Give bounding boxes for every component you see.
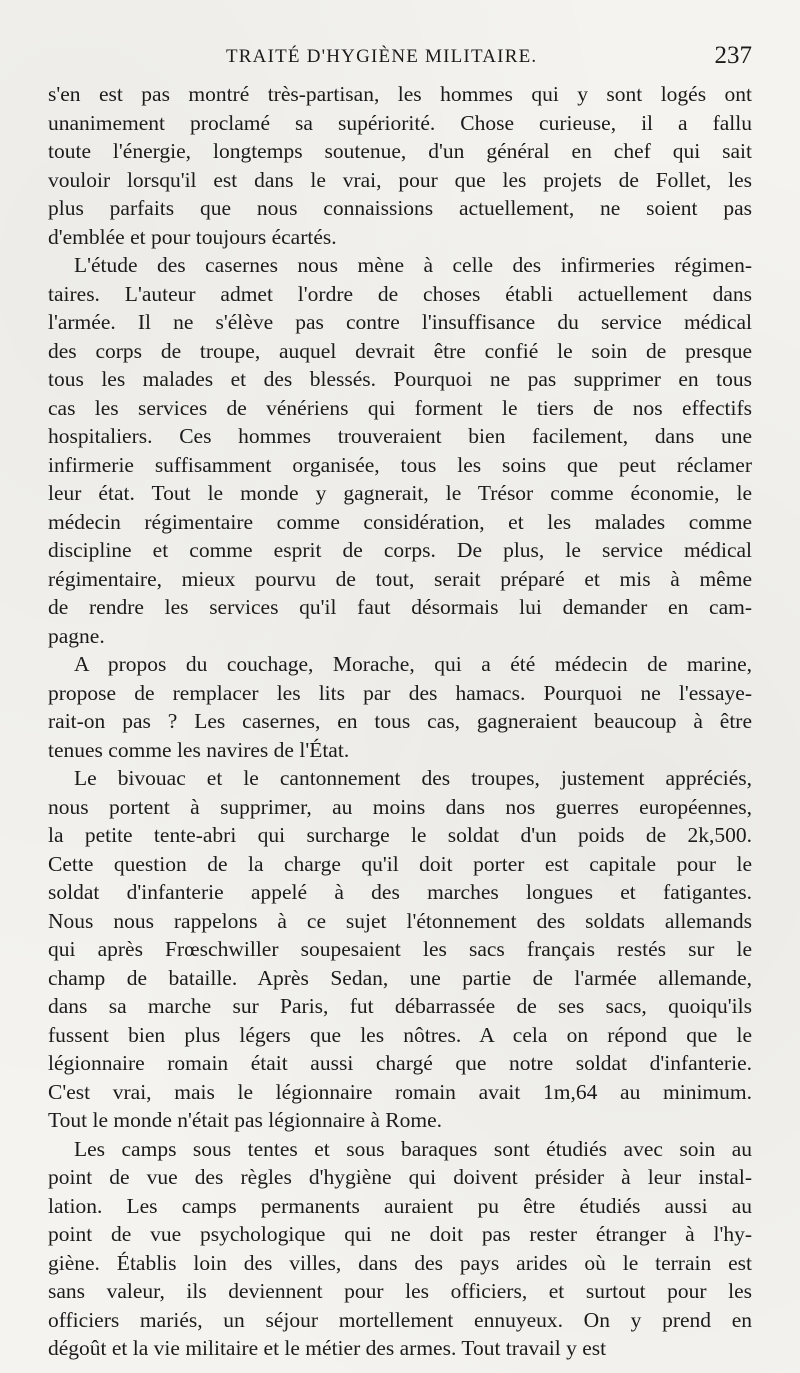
- text-line: L'étude des casernes nous mène à celle des infirmeries régimen-: [74, 253, 752, 277]
- text-line: des corps de troupe, auquel devrait être confié le soin de presque: [48, 338, 752, 363]
- text-line: dégoût et la vie militaire et le métier des armes. Tout travail y est: [48, 1336, 607, 1360]
- running-title: TRAITÉ D'HYGIÈNE MILITAIRE.: [226, 46, 538, 67]
- text-line: vouloir lorsqu'il est dans le vrai, pour que les projets de Follet, les: [48, 167, 752, 192]
- text-line: plus parfaits que nous connaissions actuellement, ne soient pas: [48, 196, 752, 220]
- text-line: champ de bataille. Après Sedan, une partie de l'armée allemande,: [48, 965, 752, 990]
- text-line: de rendre les services qu'il faut désormais lui demander en cam-: [48, 595, 752, 619]
- text-line: qui après Frœschwiller soupesaient les sacs français restés sur le: [48, 937, 752, 961]
- paragraph: [48, 764, 752, 1135]
- paragraph: [48, 80, 752, 251]
- text-line: point de vue des règles d'hygiène qui doivent présider à leur instal-: [48, 1165, 752, 1189]
- body-text: [48, 80, 752, 1363]
- paragraph: [48, 251, 752, 650]
- text-line: sans valeur, ils deviennent pour les officiers, et surtout pour les: [48, 1279, 752, 1303]
- paragraph: [48, 1135, 752, 1363]
- text-line: Cette question de la charge qu'il doit porter est capitale pour le: [48, 851, 752, 876]
- text-line: giène. Établis loin des villes, dans des pays arides où le terrain est: [48, 1250, 752, 1275]
- text-line: leur état. Tout le monde y gagnerait, le Trésor comme économie, le: [48, 481, 752, 505]
- text-line: Nous nous rappelons à ce sujet l'étonnement des soldats allemands: [48, 908, 752, 933]
- text-line: lation. Les camps permanents auraient pu être étudiés aussi au: [48, 1193, 752, 1218]
- text-line: unanimement proclamé sa supériorité. Chose curieuse, il a fallu: [48, 110, 752, 135]
- text-line: régimentaire, mieux pourvu de tout, serait préparé et mis à même: [48, 566, 752, 591]
- paragraph: [48, 650, 752, 764]
- text-line: tous les malades et des blessés. Pourquoi ne pas supprimer en tous: [48, 367, 752, 391]
- text-line: officiers mariés, un séjour mortellement ennuyeux. On y prend en: [48, 1307, 752, 1332]
- text-line: fussent bien plus légers que les nôtres. A cela on répond que le: [48, 1022, 752, 1047]
- text-line: point de vue psychologique qui ne doit pas rester étranger à l'hy-: [48, 1222, 752, 1246]
- text-line: Tout le monde n'était pas légionnaire à Rome.: [48, 1108, 443, 1132]
- text-line: Les camps sous tentes et sous baraques sont étudiés avec soin au: [74, 1136, 752, 1161]
- text-line: A propos du couchage, Morache, qui a été médecin de marine,: [74, 652, 752, 676]
- text-line: dans sa marche sur Paris, fut débarrassée de ses sacs, quoiqu'ils: [48, 994, 752, 1018]
- text-line: soldat d'infanterie appelé à des marches longues et fatigantes.: [48, 880, 752, 904]
- text-line: pagne.: [48, 623, 105, 648]
- text-line: propose de remplacer les lits par des hamacs. Pourquoi ne l'essaye-: [48, 680, 752, 705]
- text-line: d'emblée et pour toujours écartés.: [48, 224, 337, 249]
- text-line: tenues comme les navires de l'État.: [48, 737, 350, 762]
- text-line: infirmerie suffisamment organisée, tous les soins que peut réclamer: [48, 452, 752, 477]
- text-line: rait-on pas ? Les casernes, en tous cas, gagneraient beaucoup à être: [48, 709, 752, 733]
- text-line: l'armée. Il ne s'élève pas contre l'insuffisance du service médical: [48, 310, 752, 334]
- running-header: [48, 42, 758, 78]
- text-line: la petite tente-abri qui surcharge le soldat d'un poids de 2k,500.: [48, 823, 752, 847]
- text-line: C'est vrai, mais le légionnaire romain avait 1m,64 au minimum.: [48, 1079, 752, 1104]
- text-line: s'en est pas montré très-partisan, les hommes qui y sont logés ont: [48, 82, 752, 106]
- page-number: 237: [714, 42, 752, 69]
- text-line: toute l'énergie, longtemps soutenue, d'un général en chef qui sait: [48, 139, 752, 163]
- text-line: Le bivouac et le cantonnement des troupes, justement appréciés,: [74, 766, 752, 790]
- text-line: légionnaire romain était aussi chargé que notre soldat d'infanterie.: [48, 1051, 752, 1075]
- text-line: médecin régimentaire comme considération, et les malades comme: [48, 509, 752, 534]
- text-line: cas les services de vénériens qui forment le tiers de nos effectifs: [48, 395, 752, 420]
- text-line: taires. L'auteur admet l'ordre de choses établi actuellement dans: [48, 281, 752, 306]
- text-line: nous portent à supprimer, au moins dans nos guerres européennes,: [48, 794, 752, 819]
- text-line: discipline et comme esprit de corps. De plus, le service médical: [48, 538, 752, 562]
- text-line: hospitaliers. Ces hommes trouveraient bien facilement, dans une: [48, 424, 752, 448]
